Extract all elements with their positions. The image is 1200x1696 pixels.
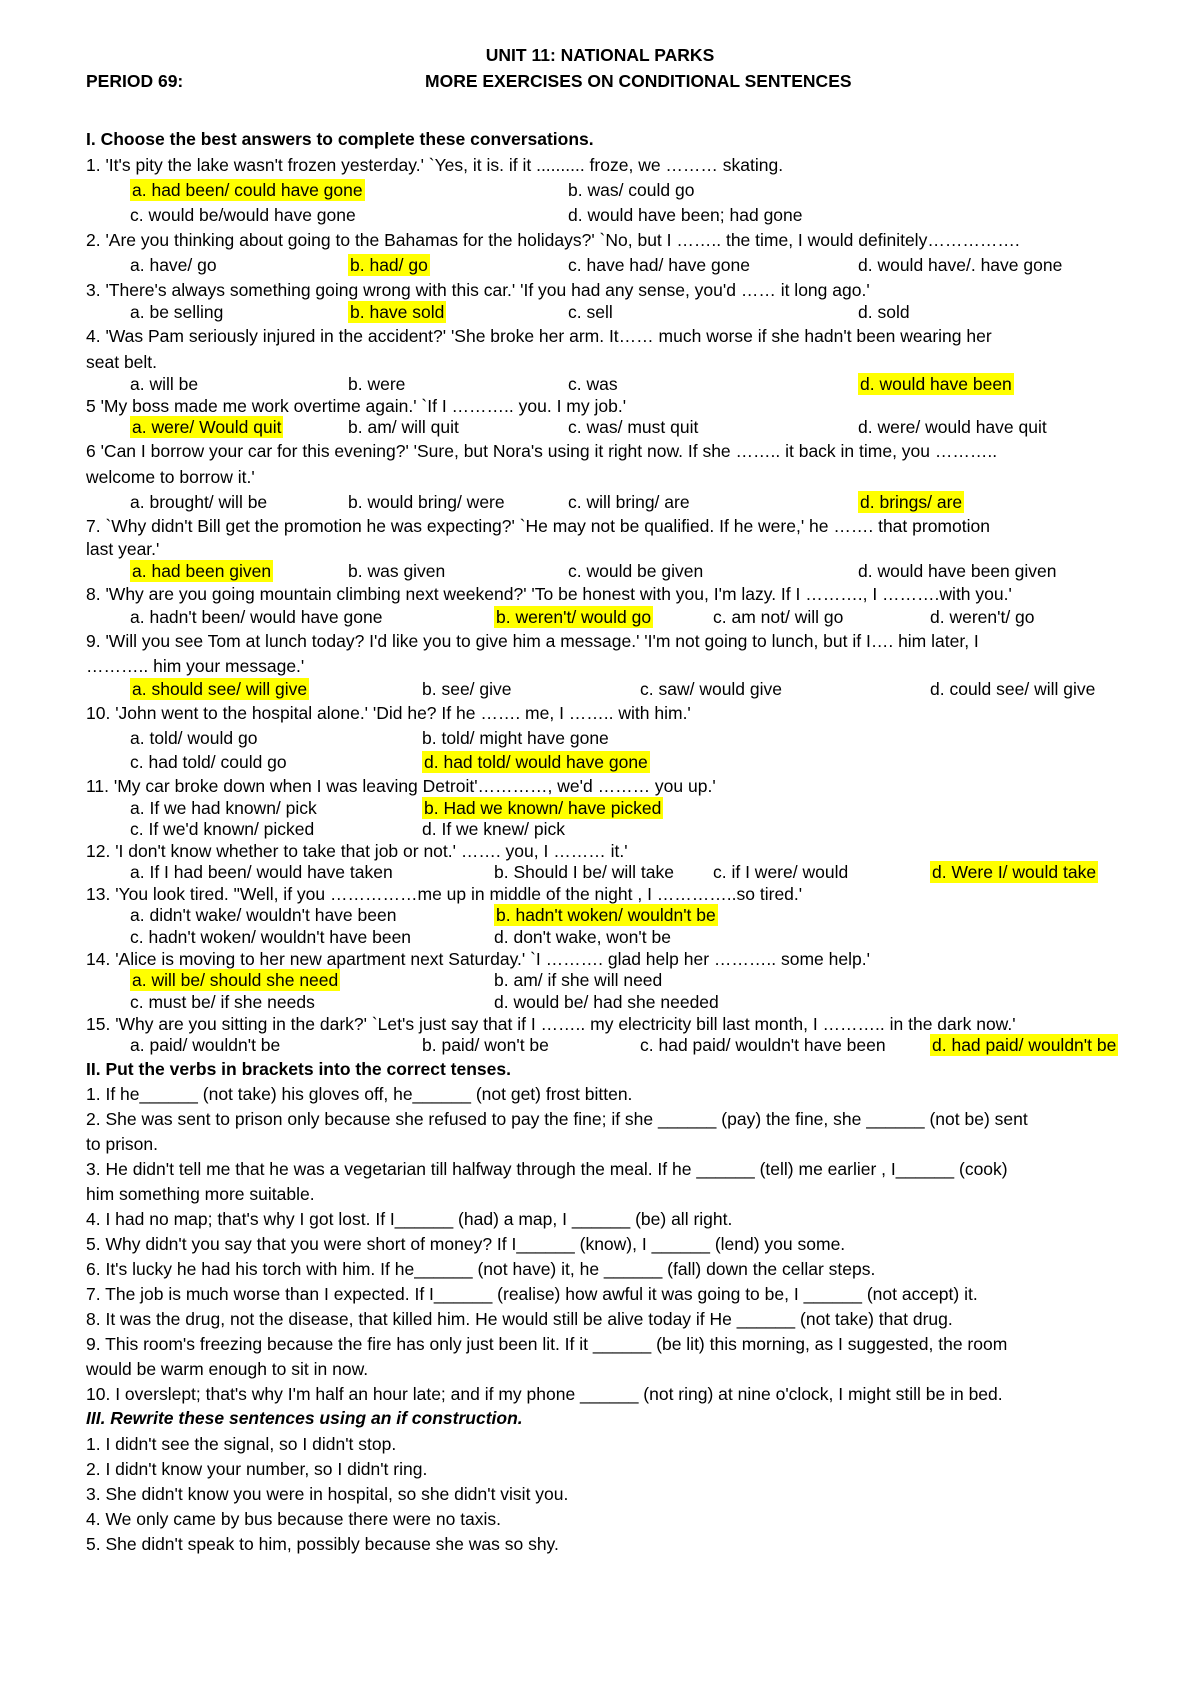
question-15-option-d: d. had paid/ wouldn't be (932, 1035, 1117, 1055)
question-12-option-c: c. if I were/ would (713, 862, 849, 882)
question-10-stem: 10. 'John went to the hospital alone.' 'Did he? If he ……. me, I …….. with him.' (86, 703, 691, 723)
exercise-2-item-4: 4. I had no map; that's why I got lost. If I______ (had) a map, I ______ (be) all right. (86, 1209, 733, 1229)
question-14-option-c: c. must be/ if she needs (130, 992, 315, 1012)
question-14-option-b: b. am/ if she will need (494, 970, 663, 990)
exercise-3-item-4: 4. We only came by bus because there were no taxis. (86, 1509, 502, 1529)
exercise-3-item-5: 5. She didn't speak to him, possibly because she was so shy. (86, 1534, 559, 1554)
question-2-option-a: a. have/ go (130, 255, 217, 275)
question-6-option-c: c. will bring/ are (568, 492, 690, 512)
question-3-option-b: b. have sold (350, 302, 445, 322)
question-15-stem: 15. 'Why are you sitting in the dark?' `Let's just say that if I …….. my electricity bill last month, I ……….. in the dark now.' (86, 1014, 1016, 1034)
question-12-option-d: d. Were I/ would take (932, 862, 1097, 882)
exercise-2-item-10: 10. I overslept; that's why I'm half an hour late; and if my phone ______ (not ring) at nine o'clock, I might still be in bed. (86, 1384, 1003, 1404)
question-1-option-c: c. would be/would have gone (130, 205, 356, 225)
question-4-option-c: c. was (568, 374, 618, 394)
exercise-2-item-9: would be warm enough to sit in now. (86, 1359, 369, 1379)
question-8-option-b: b. weren't/ would go (496, 607, 652, 627)
exercise-2-item-2: to prison. (86, 1134, 158, 1154)
exercise-2-item-2: 2. She was sent to prison only because she refused to pay the fine; if she ______ (pay) the fine, she ______ (not be) sent (86, 1109, 1028, 1129)
question-1-stem: 1. 'It's pity the lake wasn't frozen yesterday.' `Yes, it is. if it .......... froze, we ……… skating. (86, 155, 784, 175)
section-3-heading: III. Rewrite these sentences using an if construction. (86, 1408, 523, 1428)
question-3-stem: 3. 'There's always something going wrong with this car.' 'If you had any sense, you'd …… it long ago.' (86, 280, 870, 300)
question-2-option-c: c. have had/ have gone (568, 255, 750, 275)
question-4-stem: 4. 'Was Pam seriously injured in the accident?' 'She broke her arm. It…… much worse if she hadn't been wearing her (86, 326, 992, 346)
question-7-option-b: b. was given (348, 561, 446, 581)
question-14-option-d: d. would be/ had she needed (494, 992, 719, 1012)
question-5-stem: 5 'My boss made me work overtime again.' `If I ……….. you. I my job.' (86, 396, 627, 416)
exercise-2-item-5: 5. Why didn't you say that you were short of money? If I______ (know), I ______ (lend) you some. (86, 1234, 846, 1254)
question-14-stem: 14. 'Alice is moving to her new apartment next Saturday.' `I ………. glad help her ……….. some help.' (86, 949, 870, 969)
page-subtitle: MORE EXERCISES ON CONDITIONAL SENTENCES (425, 71, 852, 91)
question-8-option-c: c. am not/ will go (713, 607, 844, 627)
exercise-2-item-8: 8. It was the drug, not the disease, that killed him. He would still be alive today if He ______ (not take) that drug. (86, 1309, 953, 1329)
question-1-option-a: a. had been/ could have gone (132, 180, 363, 200)
question-4-option-a: a. will be (130, 374, 199, 394)
question-8-stem: 8. 'Why are you going mountain climbing next weekend?' 'To be honest with you, I'm lazy. If I ………., I ……….with you.' (86, 584, 1012, 604)
question-6-stem: welcome to borrow it.' (86, 467, 255, 487)
question-15-option-b: b. paid/ won't be (422, 1035, 549, 1055)
question-3-option-c: c. sell (568, 302, 613, 322)
question-6-stem: 6 'Can I borrow your car for this evening?' 'Sure, but Nora's using it right now. If she …….. it back in time, you ……….. (86, 441, 998, 461)
question-11-stem: 11. 'My car broke down when I was leaving Detroit'…………, we'd ……… you up.' (86, 776, 716, 796)
question-8-option-a: a. hadn't been/ would have gone (130, 607, 383, 627)
exercise-2-item-3: 3. He didn't tell me that he was a vegetarian till halfway through the meal. If he ______ (tell) me earlier , I______ (cook) (86, 1159, 1008, 1179)
question-5-option-c: c. was/ must quit (568, 417, 699, 437)
question-12-option-a: a. If I had been/ would have taken (130, 862, 393, 882)
question-1-option-b: b. was/ could go (568, 180, 695, 200)
question-14-option-a: a. will be/ should she need (132, 970, 339, 990)
exercise-2-item-3: him something more suitable. (86, 1184, 315, 1204)
section-1-heading: I. Choose the best answers to complete these conversations. (86, 129, 594, 149)
unit-title: UNIT 11: NATIONAL PARKS (485, 45, 715, 65)
question-9-option-a: a. should see/ will give (132, 679, 308, 699)
exercise-2-item-1: 1. If he______ (not take) his gloves off, he______ (not get) frost bitten. (86, 1084, 633, 1104)
question-9-option-c: c. saw/ would give (640, 679, 783, 699)
question-6-option-b: b. would bring/ were (348, 492, 505, 512)
question-12-stem: 12. 'I don't know whether to take that job or not.' ……. you, I ……… it.' (86, 841, 628, 861)
question-7-option-c: c. would be given (568, 561, 704, 581)
question-13-option-d: d. don't wake, won't be (494, 927, 671, 947)
question-4-option-d: d. would have been (860, 374, 1012, 394)
question-13-stem: 13. 'You look tired. "Well, if you ……………me up in middle of the night , I …………..so tired.' (86, 884, 803, 904)
question-5-option-a: a. were/ Would quit (132, 417, 282, 437)
question-5-option-b: b. am/ will quit (348, 417, 459, 437)
section-2-heading: II. Put the verbs in brackets into the correct tenses. (86, 1059, 511, 1079)
question-3-option-d: d. sold (858, 302, 910, 322)
question-1-option-d: d. would have been; had gone (568, 205, 803, 225)
question-9-stem: 9. 'Will you see Tom at lunch today? I'd like you to give him a message.' 'I'm not going to lunch, but if I…. him later, I (86, 631, 979, 651)
question-13-option-c: c. hadn't woken/ wouldn't have been (130, 927, 412, 947)
question-2-option-d: d. would have/. have gone (858, 255, 1063, 275)
exercise-3-item-2: 2. I didn't know your number, so I didn't ring. (86, 1459, 428, 1479)
question-4-option-b: b. were (348, 374, 406, 394)
question-11-option-d: d. If we knew/ pick (422, 819, 565, 839)
question-13-option-b: b. hadn't woken/ wouldn't be (496, 905, 716, 925)
question-15-option-c: c. had paid/ wouldn't have been (640, 1035, 886, 1055)
question-2-option-b: b. had/ go (350, 255, 428, 275)
question-7-stem: 7. `Why didn't Bill get the promotion he was expecting?' `He may not be qualified. If he were,' he ……. that promotion (86, 516, 990, 536)
question-6-option-d: d. brings/ are (860, 492, 963, 512)
question-7-stem: last year.' (86, 539, 160, 559)
question-9-option-b: b. see/ give (422, 679, 512, 699)
question-10-option-a: a. told/ would go (130, 728, 258, 748)
exercise-2-item-9: 9. This room's freezing because the fire has only just been lit. If it ______ (be lit) this morning, as I suggested, the room (86, 1334, 1008, 1354)
question-3-option-a: a. be selling (130, 302, 224, 322)
question-15-option-a: a. paid/ wouldn't be (130, 1035, 281, 1055)
question-13-option-a: a. didn't wake/ wouldn't have been (130, 905, 397, 925)
question-10-option-c: c. had told/ could go (130, 752, 287, 772)
question-10-option-b: b. told/ might have gone (422, 728, 609, 748)
question-7-option-a: a. had been given (132, 561, 272, 581)
exercise-2-item-7: 7. The job is much worse than I expected. If I______ (realise) how awful it was going to be, I ______ (not accept) it. (86, 1284, 978, 1304)
question-2-stem: 2. 'Are you thinking about going to the Bahamas for the holidays?' `No, but I …….. the time, I would definitely……………. (86, 230, 1020, 250)
question-11-option-c: c. If we'd known/ picked (130, 819, 315, 839)
question-11-option-b: b. Had we known/ have picked (424, 798, 662, 818)
question-8-option-d: d. weren't/ go (930, 607, 1035, 627)
question-6-option-a: a. brought/ will be (130, 492, 268, 512)
question-9-stem: ……….. him your message.' (86, 656, 305, 676)
period-label: PERIOD 69: (86, 71, 184, 91)
question-7-option-d: d. would have been given (858, 561, 1057, 581)
exercise-3-item-3: 3. She didn't know you were in hospital, so she didn't visit you. (86, 1484, 569, 1504)
question-4-stem: seat belt. (86, 352, 158, 372)
question-5-option-d: d. were/ would have quit (858, 417, 1047, 437)
exercise-3-item-1: 1. I didn't see the signal, so I didn't stop. (86, 1434, 397, 1454)
question-9-option-d: d. could see/ will give (930, 679, 1096, 699)
question-11-option-a: a. If we had known/ pick (130, 798, 317, 818)
question-10-option-d: d. had told/ would have gone (424, 752, 648, 772)
exercise-2-item-6: 6. It's lucky he had his torch with him. If he______ (not have) it, he ______ (fall) down the cellar steps. (86, 1259, 876, 1279)
question-12-option-b: b. Should I be/ will take (494, 862, 674, 882)
